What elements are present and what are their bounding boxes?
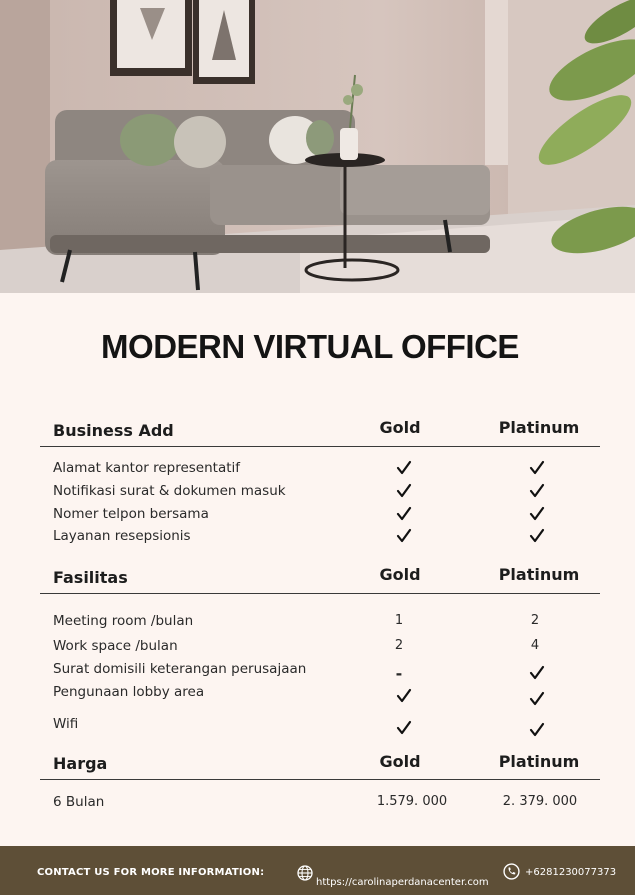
column-platinum-fasilitas: Platinum — [498, 565, 580, 584]
dash-cell: - — [395, 664, 403, 683]
section-heading-fasilitas: Fasilitas — [53, 568, 128, 587]
section-heading-harga: Harga — [53, 754, 108, 773]
check-icon — [497, 483, 577, 503]
website-link[interactable]: https://carolinaperdanacenter.com — [316, 877, 489, 888]
row-label: Layanan resepsionis — [53, 528, 191, 544]
check-icon — [364, 720, 444, 740]
footer-bar — [0, 846, 635, 895]
column-platinum-business: Platinum — [498, 418, 580, 437]
check-icon — [497, 691, 577, 711]
check-icon — [497, 528, 577, 548]
row-label: Notifikasi surat & dokumen masuk — [53, 483, 286, 499]
row-label: Wifi — [53, 716, 79, 732]
divider — [40, 446, 600, 447]
row-label: Nomer telpon bersama — [53, 506, 209, 522]
column-platinum-harga: Platinum — [498, 752, 580, 771]
divider — [40, 593, 600, 594]
row-label: Surat domisili keterangan perusajaan — [53, 661, 307, 677]
table-cell: 2 — [530, 613, 540, 628]
column-gold-business: Gold — [379, 418, 421, 437]
row-label: Pengunaan lobby area — [53, 684, 205, 700]
contact-label: CONTACT US FOR MORE INFORMATION: — [37, 867, 265, 878]
check-icon — [364, 528, 444, 548]
check-icon — [364, 460, 444, 480]
phone-number[interactable]: +6281230077373 — [525, 867, 617, 878]
check-icon — [497, 460, 577, 480]
phone-icon — [503, 863, 520, 884]
row-label: 6 Bulan — [53, 794, 105, 810]
check-icon — [497, 506, 577, 526]
price-gold: 1.579. 000 — [376, 794, 448, 809]
divider — [40, 779, 600, 780]
column-gold-harga: Gold — [379, 752, 421, 771]
check-icon — [497, 722, 577, 742]
table-cell: 1 — [394, 613, 404, 628]
page-title: MODERN VIRTUAL OFFICE — [101, 328, 519, 365]
check-icon — [364, 688, 444, 708]
section-heading-business: Business Add — [53, 421, 174, 440]
check-icon — [364, 506, 444, 526]
table-cell: 4 — [530, 638, 540, 653]
living-room-illustration — [0, 0, 635, 293]
row-label: Meeting room /bulan — [53, 613, 194, 629]
globe-icon — [297, 865, 313, 885]
table-cell: 2 — [394, 638, 404, 653]
row-label: Alamat kantor representatif — [53, 460, 241, 476]
check-icon — [364, 483, 444, 503]
column-gold-fasilitas: Gold — [379, 565, 421, 584]
row-label: Work space /bulan — [53, 638, 178, 654]
price-platinum: 2. 379. 000 — [502, 794, 578, 809]
hero-photo — [0, 0, 635, 293]
check-icon — [497, 665, 577, 685]
